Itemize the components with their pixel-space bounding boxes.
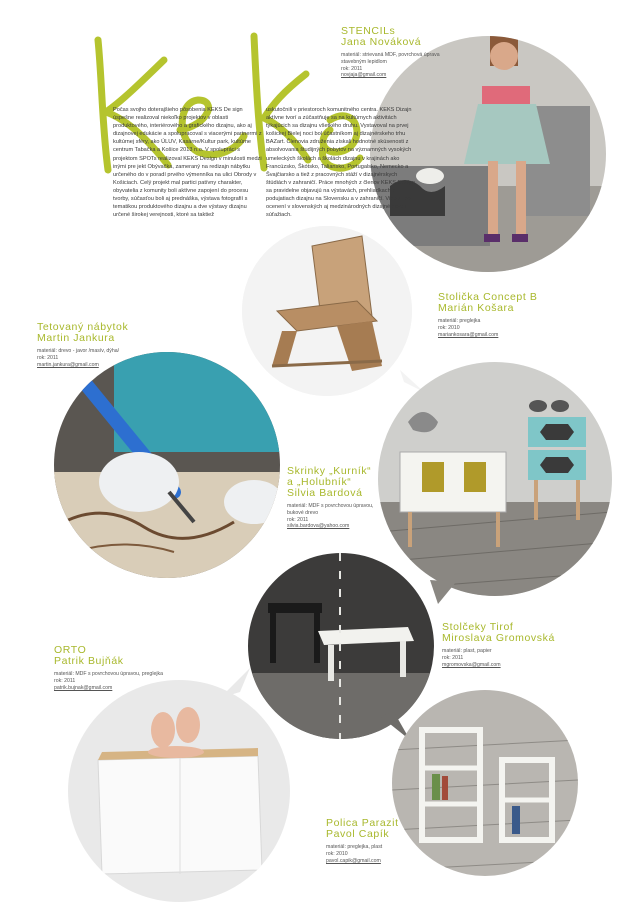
email-link[interactable]: patrik.bujnak@gmail.com (54, 684, 113, 691)
caption-meta (54, 671, 184, 691)
title-line: Miroslava Gromovská (442, 632, 555, 644)
caption-title (287, 466, 387, 499)
email-link[interactable]: silvia.bardova@yahoo.com (287, 523, 350, 530)
meta-line: rok: 2011 (37, 354, 59, 361)
email-link[interactable]: novjaja@gmail.com (341, 72, 387, 79)
caption-stolicka (438, 292, 558, 338)
caption-meta (287, 503, 387, 530)
caption-polica (326, 818, 426, 864)
intro-column-1: Počas svojho doterajšieho pôsobenia KEKS De sign úspešne realizoval niekoľko projektov v oblasti produktového, interiérového a grafického dizajnu, ako aj dizajnovej edukácie a spolupracoval s viacerými partnermi z kultúrnej sféry, ako ÚLUV, Kasárne/Kultur park, kultúrne centrum Tabačka a Košice 2013 n.o. V spolupráci s projektom SPOTs realizoval KEKS Design v minulosti medzi inými pre jekt Obývačka, zameraný na redizajn nábytku určeného do v poradí prvého výmenníka na ulici Obrody v Košiciach. Celý projekt mal partici patívny charakter, obyvatelia z komunity boli aktívne zapojení do procesu tvorby, súčasťou boli aj prednáška, výstava fotografií s tematikou produktového dizajnu a dve výstavy dizajnu určené širokej verejnosti, ktoré sa taktiež (113, 107, 262, 219)
caption-meta (326, 844, 426, 864)
orto-photo (68, 680, 290, 902)
title-line: Pavol Capík (326, 828, 390, 840)
email-link[interactable]: pavol.capik@gmail.com (326, 857, 381, 864)
orto-bubble-tail (220, 668, 250, 698)
meta-line: rok: 2011 (341, 65, 363, 72)
caption-meta (438, 318, 558, 338)
caption-skrinky (287, 466, 387, 530)
stolicka-photo (242, 226, 412, 396)
chair-illustration (242, 226, 412, 396)
caption-title (37, 322, 167, 344)
caption-title (442, 622, 570, 644)
title-line: Polica Parazit (326, 817, 399, 829)
caption-orto (54, 645, 184, 691)
skrinky-bubble-tail (430, 580, 456, 606)
caption-meta (442, 648, 570, 668)
caption-stencils (341, 26, 451, 79)
email-link[interactable]: mariankosara@gmail.com (438, 331, 499, 338)
cabinets-illustration (378, 362, 612, 596)
meta-line: rok: 2011 (54, 677, 76, 684)
meta-line: materiál: plast, papier (442, 648, 492, 654)
title-line: Martin Jankura (37, 332, 115, 344)
meta-line: materiál: preglejka, plast (326, 844, 383, 850)
title-line: Tetovaný nábytok (37, 321, 129, 333)
intro-column-2: uskutočnili v priestoroch komunitného centra. KEKS Dizajn aktívne tvorí a zúčastňuje sa na kultúrnych aktivitách týkajúcich sa dizajnu všetkého druhu. Vystavoval na prvej košickej Bielej noci bol účastníkom aj dizajnérskeho trhu BAZart. Členovia združenia získali hodnotné skúsenosti z absolvovania študijných pobytov na významných vysokých umeleckých školách a školách dizajnu v krajinách ako Francúzsko, Škótsko, Taliansko, Portugalsko, Nemecko a Švajčiarsko a tiež z pracovných stáží v dizajnérskych štúdiách v zahraničí. Práce mnohých z členov KEKS Design sa pravidelne objavujú na výstavách, prehliadkach a podujatiach dizajnu na Slovensku a v zahraničí. Viacerí boli ocenení v slovenských aj medzinárodných dizajnérskych súťažiach. (266, 107, 415, 219)
meta-line: rok: 2011 (287, 516, 309, 523)
caption-title (438, 292, 558, 314)
meta-line: materiál: strievaná MDF, povrchová úprava stavebným lepidlom (341, 52, 440, 65)
caption-tetovany (37, 322, 167, 368)
meta-line: rok: 2010 (326, 850, 348, 857)
title-line: Patrik Bujňák (54, 655, 124, 667)
meta-line: materiál: MDF s povrchovou úpravou, bukové drevo (287, 503, 374, 516)
title-line: STENCILs (341, 25, 396, 37)
title-line: Marián Košara (438, 302, 515, 314)
caption-meta (341, 52, 451, 79)
meta-line: materiál: preglejka (438, 318, 481, 324)
title-line: Skrinky „Kurník“ (287, 465, 372, 477)
meta-line: rok: 2011 (442, 654, 464, 661)
title-line: Jana Nováková (341, 36, 422, 48)
caption-title (341, 26, 451, 48)
caption-title (54, 645, 184, 667)
tattoo-illustration (54, 352, 280, 578)
title-line: Stolčeky Tirof (442, 621, 514, 633)
title-line: a „Holubník“ (287, 476, 352, 488)
meta-line: materiál: MDF s povrchovou úpravou, preglejka (54, 671, 163, 677)
orto-illustration (68, 680, 290, 902)
logo-text: Keks (68, 30, 71, 31)
skrinky-photo (378, 362, 612, 596)
meta-line: materiál: drevo - javor /masív, dýha/ (37, 348, 120, 354)
tetovany-photo (54, 352, 280, 578)
caption-title (326, 818, 426, 840)
title-line: ORTO (54, 644, 87, 656)
meta-line: rok: 2010 (438, 324, 460, 331)
email-link[interactable]: mgromovska@gmail.com (442, 661, 501, 668)
caption-stolceky (442, 622, 570, 668)
title-line: Silvia Bardová (287, 487, 363, 499)
title-line: Stolička Concept B (438, 291, 538, 303)
caption-meta (37, 348, 167, 368)
email-link[interactable]: martin.jankura@gmail.com (37, 361, 99, 368)
